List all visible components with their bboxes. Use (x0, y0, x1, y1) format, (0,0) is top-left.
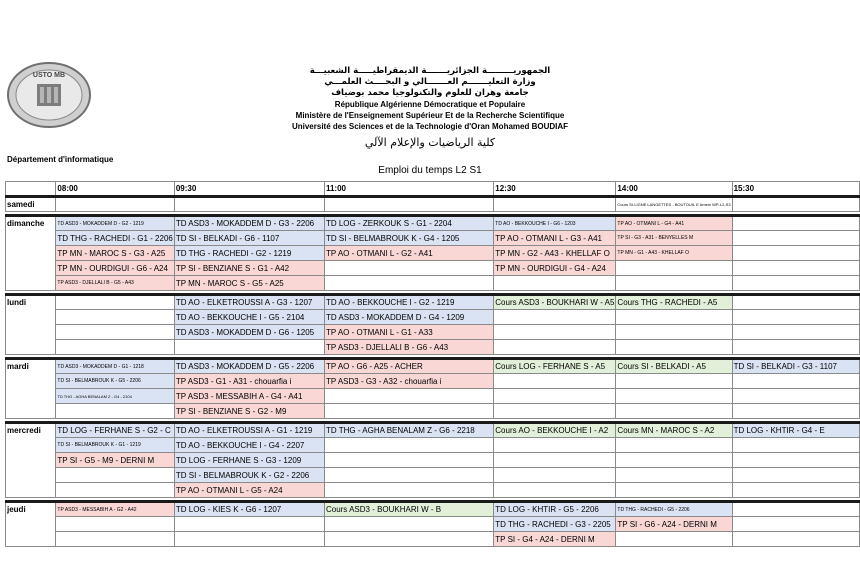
session-cell (732, 325, 859, 340)
day-label-dimanche: dimanche (6, 216, 56, 291)
session-cell (56, 325, 174, 340)
header-corner (6, 182, 56, 197)
session-cell (616, 276, 732, 291)
day-row-lundi (6, 295, 860, 310)
session-cell (324, 468, 493, 483)
session-cell (732, 310, 859, 325)
day-row-dimanche (6, 216, 860, 231)
session-cell: TP AO - OTMANI L - G5 - A24 (174, 483, 324, 498)
session-cell: TD AO - BEKKOUCHE I - G2 - 1219 (324, 295, 493, 310)
time-slot: 09:30 (174, 182, 324, 197)
session-cell: TP SI - BENZIANE S - G1 - A42 (174, 261, 324, 276)
session-cell (732, 231, 859, 246)
session-cell (616, 404, 732, 419)
session-cell: TP ASD3 - G1 - A31 - chouarfia i (174, 374, 324, 389)
session-cell: TP ASD3 - DJELLALI B - G5 - A43 (56, 276, 174, 291)
session-cell (324, 389, 493, 404)
session-cell (616, 325, 732, 340)
session-row (6, 231, 860, 246)
session-row (6, 276, 860, 291)
day-label-lundi: lundi (6, 295, 56, 355)
session-cell: Cours THG - RACHEDI - A5 (616, 295, 732, 310)
timetable-title: Emploi du temps L2 S1 (378, 165, 482, 176)
session-cell (56, 340, 174, 355)
session-cell (174, 340, 324, 355)
session-cell (56, 532, 174, 547)
header-fr-line-3: Université des Sciences et de la Technologie d'Oran Mohamed BOUDIAF (291, 122, 569, 131)
session-cell: TD THG - AGHA BENALAM Z - G4 - 2104 (56, 389, 174, 404)
session-cell (56, 197, 174, 212)
session-cell (324, 453, 493, 468)
session-cell (732, 276, 859, 291)
session-cell (56, 483, 174, 498)
session-cell: TD SI - BELKADI - G3 - 1107 (732, 359, 859, 374)
logo-text: USTO MB (32, 72, 66, 79)
session-cell (324, 438, 493, 453)
session-cell (324, 276, 493, 291)
session-cell: TP SI - BENZIANE S - G2 - M9 (174, 404, 324, 419)
department-label: Département d'informatique (7, 155, 114, 164)
session-cell: TD SI - BELKADI - G6 - 1107 (174, 231, 324, 246)
session-cell (174, 517, 324, 532)
time-slot: 11:00 (324, 182, 493, 197)
session-row (6, 246, 860, 261)
session-cell: TP SI - G5 - M9 - DERNI M (56, 453, 174, 468)
session-cell (732, 532, 859, 547)
session-cell: TD ASD3 - MOKADDEM D - G4 - 1209 (324, 310, 493, 325)
session-cell (616, 532, 732, 547)
session-cell (494, 340, 616, 355)
session-cell: TP MN - G1 - A43 - KHELLAF O (616, 246, 732, 261)
session-cell (616, 468, 732, 483)
session-cell (616, 310, 732, 325)
session-cell: TD THG - RACHEDI - G1 - 2206 (56, 231, 174, 246)
session-cell: TP ASD3 - DJELLALI B - G6 - A43 (324, 340, 493, 355)
session-cell: TD AO - ELKETROUSSI A - G3 - 1207 (174, 295, 324, 310)
session-cell (324, 404, 493, 419)
session-cell: TD THG - RACHEDI - G5 - 2206 (616, 502, 732, 517)
day-label-mardi: mardi (6, 359, 56, 419)
session-cell (56, 310, 174, 325)
session-cell (324, 261, 493, 276)
session-cell: TP AO - OTMANI L - G3 - A41 (494, 231, 616, 246)
session-cell (324, 517, 493, 532)
session-cell (616, 374, 732, 389)
session-cell (494, 325, 616, 340)
session-cell: TP SI - G6 - A24 - DERNI M (616, 517, 732, 532)
session-cell (732, 216, 859, 231)
session-row (6, 340, 860, 355)
session-cell (616, 453, 732, 468)
session-cell: Cours AO - BEKKOUCHE I - A2 (494, 423, 616, 438)
session-cell (732, 483, 859, 498)
session-cell (732, 389, 859, 404)
session-cell: TD THG - RACHEDI - G3 - 2205 (494, 517, 616, 532)
session-cell: TD ASD3 - MOKADDEM D - G2 - 1219 (56, 216, 174, 231)
day-row-mercredi (6, 423, 860, 438)
session-row (6, 438, 860, 453)
session-cell (174, 197, 324, 212)
session-cell (616, 438, 732, 453)
session-cell: TD THG - RACHEDI - G2 - 1219 (174, 246, 324, 261)
session-cell (494, 197, 616, 212)
day-label-mercredi: mercredi (6, 423, 56, 498)
session-cell: TP MN - G2 - A43 - KHELLAF O (494, 246, 616, 261)
session-cell (324, 197, 493, 212)
session-cell (494, 453, 616, 468)
session-cell: TP MN - OURDIGUI - G4 - A24 (494, 261, 616, 276)
day-label-samedi: samedi (6, 197, 56, 212)
session-cell: TD SI - BELMABROUK K - G4 - 1205 (324, 231, 493, 246)
session-cell (494, 374, 616, 389)
session-cell (732, 295, 859, 310)
timetable (5, 181, 860, 547)
faculty-name-ar: كلية الرياضيات والإعلام الآلي (364, 136, 496, 149)
session-cell: TD LOG - KIES K - G6 - 1207 (174, 502, 324, 517)
session-cell: TD SI - BELMABROUK K - G2 - 2206 (174, 468, 324, 483)
session-cell (732, 517, 859, 532)
session-cell (324, 483, 493, 498)
session-cell: TD THG - AGHA BENALAM Z - G6 - 2218 (324, 423, 493, 438)
day-row-samedi (6, 197, 860, 212)
session-row (6, 483, 860, 498)
session-row (6, 261, 860, 276)
header-ar-line-2: وزارة التعليـــــــم العـــــــالي و البحــــث العلمـــي (324, 77, 536, 87)
session-cell: TD LOG - ZERKOUK S - G1 - 2204 (324, 216, 493, 231)
session-row (6, 532, 860, 547)
time-header-row (6, 182, 860, 197)
session-cell (616, 389, 732, 404)
session-cell: Cours SI - BELKADI - A5 (616, 359, 732, 374)
session-cell: TD AO - ELKETROUSSI A - G1 - 1219 (174, 423, 324, 438)
session-cell: TD AO - BEKKOUCHE I - G5 - 2104 (174, 310, 324, 325)
session-cell (616, 261, 732, 276)
session-cell (732, 404, 859, 419)
session-row (6, 389, 860, 404)
session-cell: Cours ASD3 - BOUKHARI W - A5 (494, 295, 616, 310)
session-row (6, 374, 860, 389)
session-cell: TP AO - OTMANI L - G1 - A33 (324, 325, 493, 340)
session-cell: TP AO - OTMANI L - G4 - A41 (616, 216, 732, 231)
session-cell: TP MN - MAROC S - G5 - A25 (174, 276, 324, 291)
session-row (6, 453, 860, 468)
session-row (6, 310, 860, 325)
session-cell (732, 438, 859, 453)
session-cell (56, 404, 174, 419)
session-cell (324, 532, 493, 547)
session-cell: TD LOG - FERHANE S - G3 - 1209 (174, 453, 324, 468)
session-row (6, 325, 860, 340)
session-cell (732, 197, 859, 212)
session-cell: TD SI - BELMABROUK K - G5 - 2206 (56, 374, 174, 389)
session-cell (616, 340, 732, 355)
session-cell (56, 517, 174, 532)
session-cell (494, 389, 616, 404)
session-cell: TD SI - BELMABROUK K - G1 - 1219 (56, 438, 174, 453)
university-logo (7, 62, 91, 128)
session-cell: TP ASD3 - G3 - A32 - chouarfia i (324, 374, 493, 389)
session-row (6, 517, 860, 532)
session-cell: TP ASD3 - MESSABIH A - G2 - A42 (56, 502, 174, 517)
day-row-mardi (6, 359, 860, 374)
session-cell (494, 468, 616, 483)
session-cell (56, 468, 174, 483)
session-cell (616, 483, 732, 498)
session-cell: TP AO - OTMANI L - G2 - A41 (324, 246, 493, 261)
session-cell (732, 502, 859, 517)
session-cell: TP ASD3 - MESSABIH A - G4 - A41 (174, 389, 324, 404)
day-row-jeudi (6, 502, 860, 517)
session-cell: TD LOG - KHTIR - G4 - E (732, 423, 859, 438)
session-cell: TP MN - OURDIGUI - G6 - A24 (56, 261, 174, 276)
session-cell: TP SI - G4 - A24 - DERNI M (494, 532, 616, 547)
session-cell: TD ASD3 - MOKADDEM D - G6 - 1205 (174, 325, 324, 340)
session-cell: TD AO - BEKKOUCHE I - G4 - 2207 (174, 438, 324, 453)
header-ar-line-1: الجمهوريـــــــــة الجزائريـــــــة الديمقراطيـــــة الشعبيـــة (309, 66, 551, 76)
session-cell: Cours ASD3 - BOUKHARI W - B (324, 502, 493, 517)
session-cell (732, 374, 859, 389)
session-cell: TP AO - G6 - A25 - ACHER (324, 359, 493, 374)
session-cell (494, 404, 616, 419)
time-slot: 08:00 (56, 182, 174, 197)
session-cell (732, 340, 859, 355)
session-cell (494, 310, 616, 325)
session-cell (732, 468, 859, 483)
session-cell: Cours MN - MAROC S - A2 (616, 423, 732, 438)
time-slot: 15:30 (732, 182, 859, 197)
session-cell (732, 261, 859, 276)
session-row (6, 404, 860, 419)
session-cell: TP MN - MAROC S - G3 - A25 (56, 246, 174, 261)
session-cell: TD LOG - FERHANE S - G2 - C (56, 423, 174, 438)
session-cell: TD AO - BEKKOUCHE I - G6 - 1203 (494, 216, 616, 231)
session-cell (732, 246, 859, 261)
session-cell (56, 295, 174, 310)
header-fr-line-1: République Algérienne Démocratique et Populaire (334, 100, 526, 109)
session-cell: TD ASD3 - MOKADDEM D - G1 - 1218 (56, 359, 174, 374)
session-cell: Cours LOG - FERHANE S - A5 (494, 359, 616, 374)
time-slot: 14:00 (616, 182, 732, 197)
session-cell: TD LOG - KHTIR - G5 - 2206 (494, 502, 616, 517)
session-cell (732, 453, 859, 468)
time-slot: 12:30 (494, 182, 616, 197)
session-cell (494, 483, 616, 498)
session-cell: Cours SI-LIGNE LANGETTES - BOUTOUIL E Ameni WP-L2-S3 (616, 197, 732, 212)
day-label-jeudi: jeudi (6, 502, 56, 547)
session-cell (494, 276, 616, 291)
session-row (6, 468, 860, 483)
header-ar-line-3: جامعة وهران للعلوم والتكنولوجيا محمد بوضياف (331, 88, 529, 98)
session-cell: TD ASD3 - MOKADDEM D - G5 - 2206 (174, 359, 324, 374)
session-cell (494, 438, 616, 453)
session-cell: TD ASD3 - MOKADDEM D - G3 - 2206 (174, 216, 324, 231)
session-cell: TP SI - G3 - A31 - BENYELLES M (616, 231, 732, 246)
session-cell (174, 532, 324, 547)
header-fr-line-2: Ministère de l'Enseignement Supérieur Et de la Recherche Scientifique (295, 111, 565, 120)
